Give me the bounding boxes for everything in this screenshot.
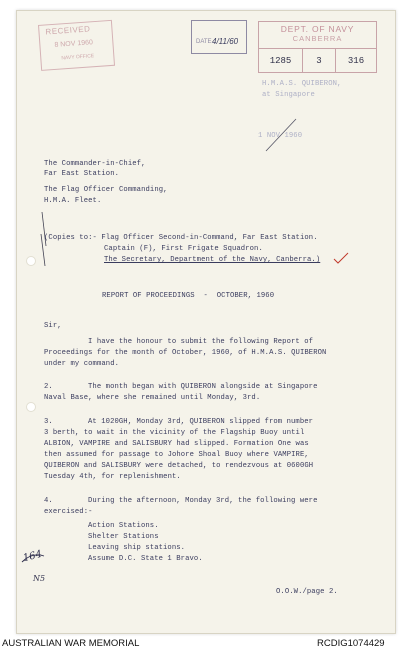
letterhead-date: 1 NOV 1960	[258, 132, 303, 140]
letterhead-ship: H.M.A.S. QUIBERON,	[262, 80, 342, 88]
paragraph-line: During the afternoon, Monday 3rd, the following were	[88, 497, 318, 505]
letterhead-place: at Singapore	[262, 91, 315, 99]
navy-stamp-number: 1285	[269, 56, 292, 66]
page-continuation: O.O.W./page 2.	[276, 588, 338, 596]
date-stamp	[191, 20, 247, 54]
paragraph-line: At 1020GH, Monday 3rd, QUIBERON slipped from number	[88, 418, 314, 426]
addressee-line: The Flag Officer Commanding,	[44, 186, 168, 194]
paragraph-line: QUIBERON and SALISBURY were detached, to rendezvous at 0600GH	[44, 462, 314, 470]
received-stamp-date: 8 NOV 1960	[54, 39, 94, 49]
paragraph-line: Proceedings for the month of October, 1960, of H.M.A.S. QUIBERON	[44, 349, 327, 357]
navy-file-stamp	[258, 21, 377, 73]
exercise-item: Assume D.C. State 1 Bravo.	[88, 555, 203, 563]
pencil-mark-copies	[36, 232, 50, 268]
paragraph-line: then assumed for passage to Johore Shoal Buoy where VAMPIRE,	[44, 451, 309, 459]
received-stamp-foot: NAVY OFFICE	[61, 53, 95, 62]
received-stamp-title: RECEIVED	[45, 24, 91, 37]
paragraph-line: Tuesday 4th, for replenishment.	[44, 473, 181, 481]
paragraph-number: 2.	[44, 383, 53, 391]
paragraph-line: 3 berth, to wait in the vicinity of the Flagship Buoy until	[44, 429, 305, 437]
exercise-item: Action Stations.	[88, 522, 159, 530]
document-page	[16, 10, 396, 634]
exercise-item: Shelter Stations	[88, 533, 159, 541]
navy-stamp-number: 3	[316, 56, 322, 66]
addressee-line: The Commander-in-Chief,	[44, 160, 146, 168]
date-stamp-value: 4/11/60	[212, 37, 239, 46]
paragraph-line: exercised:-	[44, 508, 93, 516]
exercise-item: Leaving ship stations.	[88, 544, 186, 552]
paragraph-line: Naval Base, where she remained until Monday, 3rd.	[44, 394, 261, 402]
date-stamp-label: DATE	[196, 39, 212, 45]
navy-stamp-number: 316	[347, 56, 365, 66]
handwritten-strike	[20, 550, 46, 566]
salutation: Sir,	[44, 322, 62, 330]
paragraph-line: The month began with QUIBERON alongside at Singapore	[88, 383, 318, 391]
paragraph-line: I have the honour to submit the following Report of	[88, 338, 314, 346]
navy-stamp-subheading: CANBERRA	[292, 34, 343, 43]
navy-stamp-number-row	[259, 48, 376, 73]
copies-line: Captain (F), First Frigate Squadron.	[104, 245, 263, 253]
handwritten-marginal-note: 164	[21, 548, 44, 565]
addressee-line: Far East Station.	[44, 170, 120, 178]
punch-hole-bottom	[26, 402, 36, 412]
archive-reference: RCDIG1074429	[317, 638, 385, 649]
pencil-tick-date	[262, 115, 302, 155]
navy-stamp-heading: DEPT. OF NAVY	[280, 24, 355, 34]
paragraph-number: 3.	[44, 418, 53, 426]
copies-line: (Copies to:- Flag Officer Second-in-Command, Far East Station.	[44, 234, 318, 242]
addressee-line: H.M.A. Fleet.	[44, 197, 102, 205]
received-stamp	[38, 20, 115, 71]
punch-hole-top	[26, 256, 36, 266]
archive-credit: AUSTRALIAN WAR MEMORIAL	[2, 638, 140, 649]
paragraph-number: 4.	[44, 497, 53, 505]
handwritten-initials: N5	[33, 574, 46, 583]
paragraph-line: ALBION, VAMPIRE and SALISBURY had slipped. Formation One was	[44, 440, 309, 448]
copies-line-secretary: The Secretary, Department of the Navy, Canberra.)	[104, 256, 321, 264]
paragraph-line: under my command.	[44, 360, 120, 368]
red-tick-icon	[332, 251, 350, 265]
report-title: REPORT OF PROCEEDINGS - OCTOBER, 1960	[102, 292, 275, 300]
